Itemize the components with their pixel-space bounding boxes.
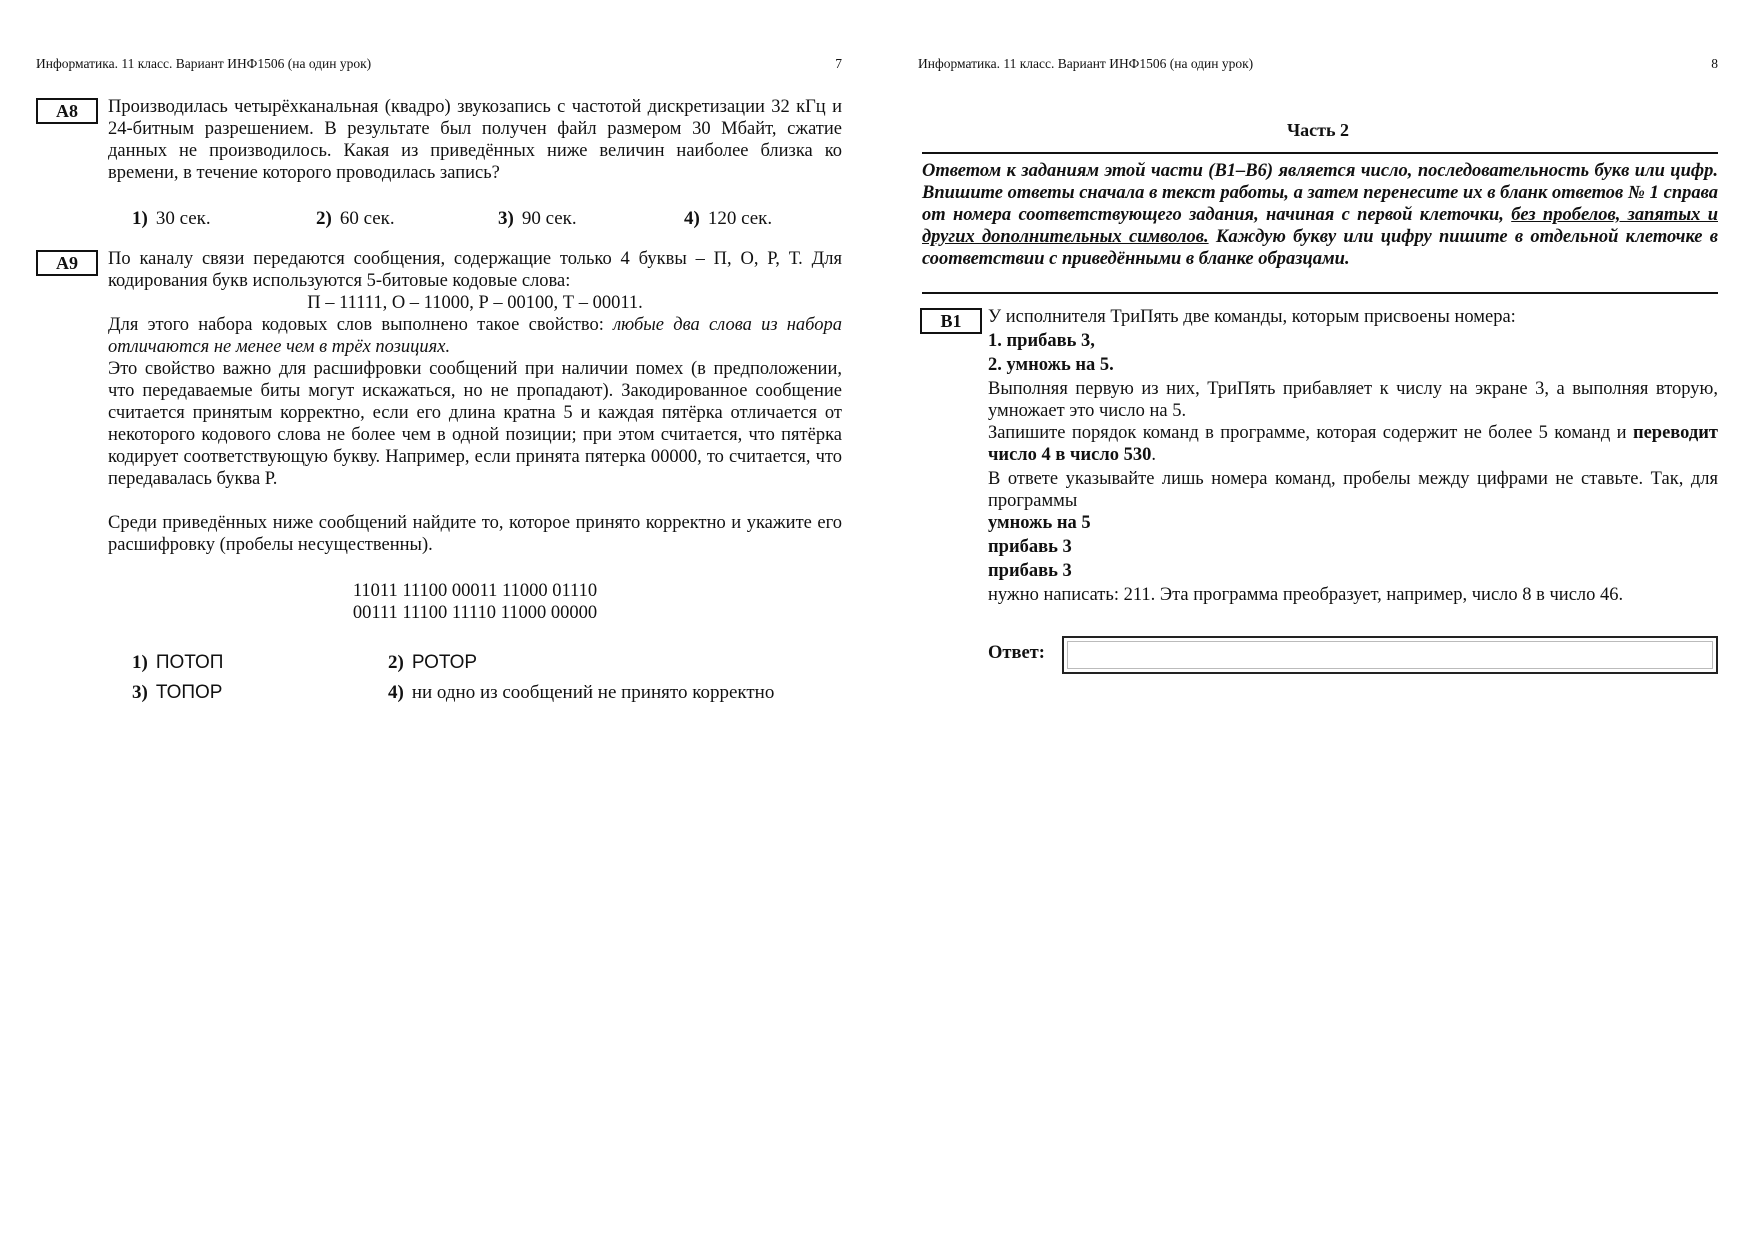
b1-task: Запишите порядок команд в программе, которая содержит не более 5 команд и переводит число 4 в число 530. [988, 423, 1718, 465]
answer-field[interactable] [1062, 636, 1718, 674]
a8-option-2[interactable]: 2) 60 сек. [316, 208, 395, 229]
right-page-header [918, 56, 1718, 72]
a9-option-2[interactable]: 2) РОТОР [388, 652, 478, 673]
a8-option-3[interactable]: 3) 90 сек. [498, 208, 577, 229]
left-page-header [36, 56, 842, 72]
a8-options [132, 208, 842, 234]
a9-message-2: 00111 11100 11110 11000 00000 [352, 603, 598, 623]
a8-question: Производилась четырёхканальная (квадро) звукозапись с частотой дискретизации 32 кГц и 24-битным разрешением. В результате был получен файл размером 30 Мбайт, сжатие данных не производилось. Какая из приведённых ниже величин наиболее близка ко времени, в течение которого проводилась запись? [108, 97, 842, 183]
header-text: Информатика. 11 класс. Вариант ИНФ1506 (на один урок) [918, 56, 1254, 71]
a9-property: Для этого набора кодовых слов выполнено такое свойство: любые два слова из набора отличаются не менее чем в трёх позициях. [108, 315, 842, 357]
answer-label: Ответ: [988, 643, 1045, 663]
task-tag-b1: B1 [920, 308, 982, 334]
part-instructions: Ответом к заданиям этой части (В1–В6) является число, последовательность букв или цифр. Впишите ответы сначала в текст работы, а затем перенесите их в бланк ответов № 1 справа от номера соответствующего задания, начиная с первой клеточки, без пробелов, запятых и других дополнительных символов. Каждую букву или цифру пишите в отдельной клеточке в соответствии с приведёнными в бланке образцами. [922, 161, 1718, 269]
a8-option-1[interactable]: 1) 30 сек. [132, 208, 211, 229]
a9-intro: По каналу связи передаются сообщения, содержащие только 4 буквы – П, О, Р, Т. Для кодирования букв используются 5-битовые кодовые слова: [108, 249, 842, 291]
a9-explanation: Это свойство важно для расшифровки сообщений при наличии помех (в предположении, что передаваемые биты могут искажаться, но не пропадают). Закодированное сообщение считается принятым корректно, если его длина кратна 5 и каждая пятёрка отличается от некоторого кодового слова не более чем в одной позиции; при этом считается, что пятёрка кодирует соответствующую букву. Например, если принята пятерка 00000, то считается, что передавалась буква Р. [108, 359, 842, 489]
a9-options [132, 652, 842, 712]
header-text: Информатика. 11 класс. Вариант ИНФ1506 (на один урок) [36, 56, 372, 71]
task-tag-a8: A8 [36, 98, 98, 124]
divider-bottom [922, 292, 1718, 294]
a9-option-3[interactable]: 3) ТОПОР [132, 682, 223, 703]
divider-top [922, 152, 1718, 154]
page-number: 8 [1711, 56, 1718, 71]
b1-answer-format: В ответе указывайте лишь номера команд, пробелы между цифрами не ставьте. Так, для программы [988, 469, 1718, 511]
b1-example-result: нужно написать: 211. Эта программа преобразует, например, число 8 в число 46. [988, 585, 1624, 605]
part-title: Часть 2 [1286, 120, 1350, 140]
a9-message-1: 11011 11100 00011 11000 01110 [352, 581, 598, 601]
a9-task: Среди приведённых ниже сообщений найдите то, которое принято корректно и укажите его расшифровку (пробелы несущественны). [108, 513, 842, 555]
b1-example-step-3: прибавь 3 [988, 561, 1072, 581]
a9-option-4[interactable]: 4) ни одно из сообщений не принято корректно [388, 682, 775, 703]
a8-option-4[interactable]: 4) 120 сек. [684, 208, 773, 229]
b1-intro: У исполнителя ТриПять две команды, которым присвоены номера: [988, 307, 1516, 327]
a9-option-1[interactable]: 1) ПОТОП [132, 652, 224, 673]
a9-code-words: П – 11111, О – 11000, Р – 00100, Т – 00011. [307, 293, 643, 313]
b1-example-step-1: умножь на 5 [988, 513, 1091, 533]
task-tag-a9: A9 [36, 250, 98, 276]
b1-command-1: 1. прибавь 3, [988, 331, 1095, 351]
b1-description: Выполняя первую из них, ТриПять прибавляет к числу на экране 3, а выполняя вторую, умножает это число на 5. [988, 379, 1718, 421]
b1-example-step-2: прибавь 3 [988, 537, 1072, 557]
b1-command-2: 2. умножь на 5. [988, 355, 1114, 375]
page-number: 7 [835, 56, 842, 71]
